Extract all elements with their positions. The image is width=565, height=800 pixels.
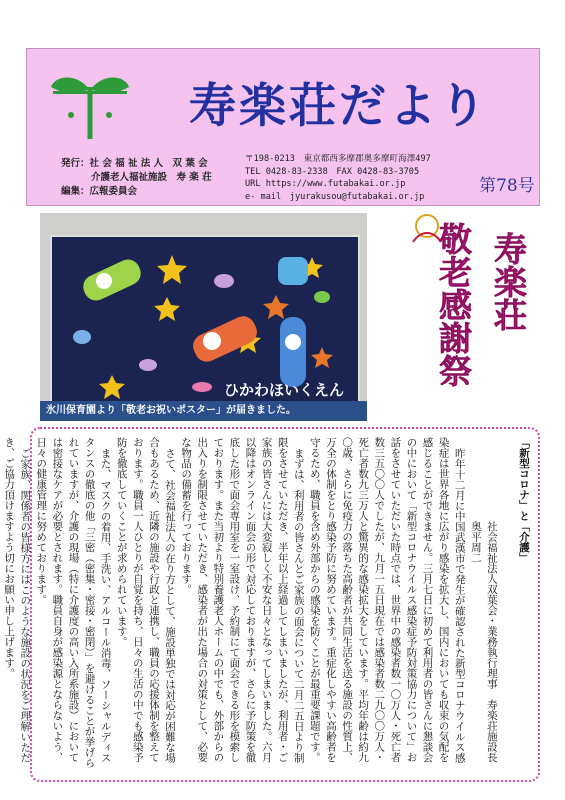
email-address: e- mail jyurakusou@futabakai.or.jp [245, 191, 425, 202]
poster-artwork [52, 237, 358, 405]
editor: 広報委員会 [89, 186, 138, 197]
publisher-label: 発行： [61, 158, 90, 169]
contact-block [245, 153, 431, 203]
article-paragraph: 昨年十二月に中国武漢市で発生が確認された新型コロナウイルス感染症は世界各地に広がり感染を拡大し、国内においても収束の気配を感じることができません。三月七日に初めて利用者の皆さんに懇談会の中において「新型コロナウイルス感染症予防対策協力について」お話をさせていただいた時点では、世界中の感染者数一〇万人・死亡者数三五〇〇人でしたが、九月一五日現在では感染者数二九〇〇万人・死亡者数九三万人と驚異的な感染拡大をしています。平均年齢は約九〇歳、さらに免疫力の落ちた高齢者が共同生活を送る施設の性質上、万全の体制をとり感染予防に努めています。重症化しやすい高齢者を守るため、職員を含め外部からの感染を防ぐことが最重要課題です。 [308, 437, 466, 763]
issue-number: 第78号 [479, 176, 535, 196]
postal-address: 〒198-0213 東京都西多摩郡奥多摩町海澤497 [245, 154, 431, 164]
publisher-block [61, 157, 212, 199]
article-paragraph: また、マスクの着用、手洗い、アルコール消毒、ソーシャルディスタンスの徹底の他「三密（密集・密接・密閉）」を避けることが挙げられていますが、介護の現場（特に介護度の高い入所系施設）においては密接なケアが必要とされます。職員自身が感染源とならないよう、日々の健康管理に努めております。 [35, 437, 112, 768]
poster-photo [40, 213, 367, 421]
article-paragraph: まずは、利用者の皆さんとご家族の面会について二月二五日より制限をさせていただき、半年以上経過してしまいましたが、利用者・ご家族の皆さんには大変寂しく不安な日々となってしまいました。六月以降はオンライン面会の形で対応しておりますが、さらに予防策を徹底した形で面会専用室を一室設け、予約制にて面会できる形を模索しております。また当初より特別養護老人ホームの中でも、外部からの出入りを制限させていただき、感染者が出た場合の対策として、必要な物品の備蓄を行っております。 [180, 437, 305, 763]
poster-board [50, 235, 360, 407]
article-byline: 社会福祉法人双葉会・業務執行理事 寿楽荘施設長 奥平周二 [469, 521, 498, 773]
phone-fax: TEL 0428-83-2338 FAX 0428-83-3705 [245, 166, 420, 177]
editor-label: 編集： [61, 186, 90, 197]
feature-title-line-1: 寿楽荘 [489, 232, 528, 331]
article-heading: 「新型コロナ」と「介護」 [518, 437, 530, 563]
website-url: URL https://www.futabakai.or.jp [245, 179, 406, 189]
article-text [3, 437, 532, 773]
futabakai-logo-icon [49, 71, 131, 141]
publisher-org: 社 会 福 祉 法 人 双 葉 会 [89, 158, 208, 169]
article-paragraph: さて、社会福祉法人の在り方として、施設単独では対応が困難な場合もあるため、近隣の施設や行政と連携し、職員の応援体制を整えております。職員一人ひとりが自覚を持ち、日々の生活の中でも感染予防を徹底していくことが求められています。 [115, 437, 177, 763]
article-box [3, 427, 540, 782]
feature-title-block [395, 210, 540, 423]
publisher-facility: 介護老人福祉施設 寿 楽 荘 [91, 172, 212, 183]
masthead [26, 48, 540, 206]
article-paragraph: ご家族、関係者の皆様方にはこのような施設の状況をご理解いただき、ご協力頂けますよう切にお願い申し上げます。 [3, 437, 32, 763]
feature-title-line-2: 敬老感謝祭 [434, 222, 473, 387]
newsletter-title: 寿楽荘だより [189, 79, 489, 134]
poster-sign: ひかわほいくえん [223, 381, 344, 399]
photo-caption: 氷川保育園より「敬老お祝いポスター」が届きました。 [40, 401, 367, 421]
